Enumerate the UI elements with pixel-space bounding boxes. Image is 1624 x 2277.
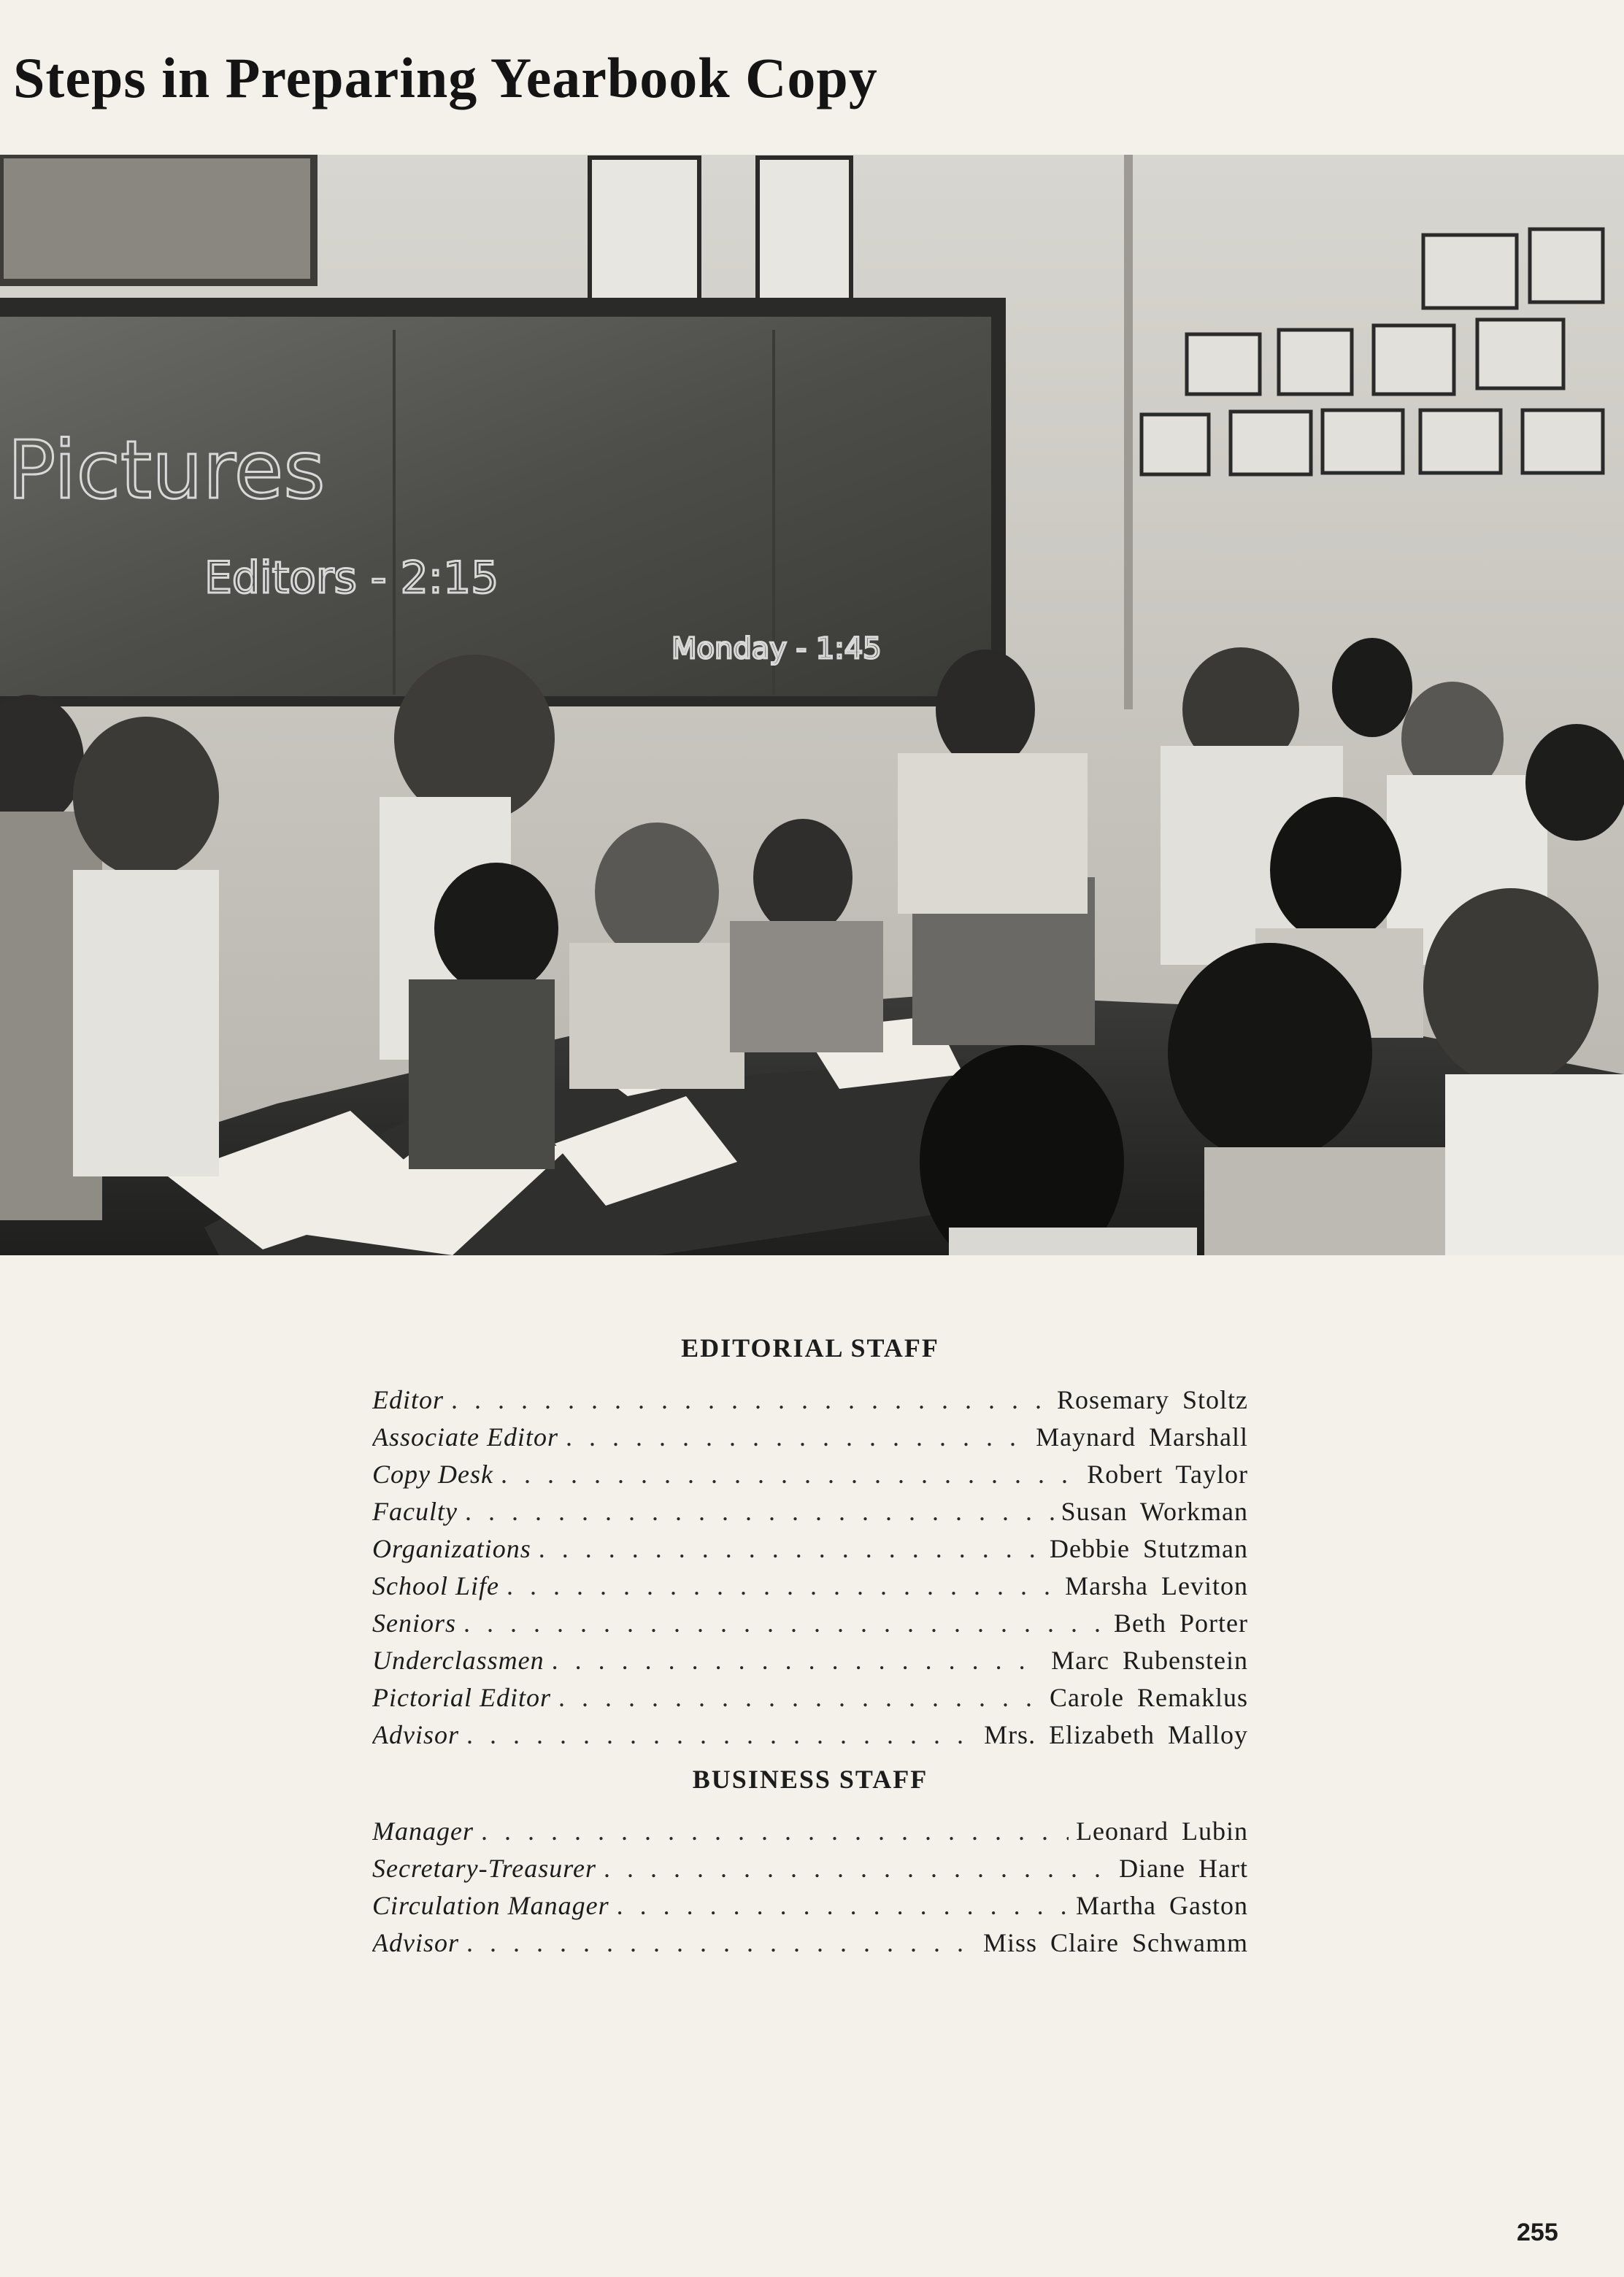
business-staff-list [372,1813,1248,1962]
staff-name: Martha Gaston [1076,1891,1248,1921]
staff-role: Editor [372,1385,445,1415]
dot-leader [481,1813,1069,1850]
dot-leader [466,1925,976,1962]
dot-leader [604,1850,1112,1887]
dot-leader [466,1717,977,1754]
staff-listing [372,1333,1248,1962]
staff-role: Circulation Manager [372,1891,609,1921]
staff-name: Debbie Stutzman [1050,1534,1248,1564]
staff-role: Underclassmen [372,1646,544,1676]
wall-corner-shadow [1124,155,1133,709]
staff-row [372,1493,1248,1530]
staff-row [372,1717,1248,1754]
chalk-writing: Pictures [7,423,326,517]
staff-role: Secretary-Treasurer [372,1854,596,1884]
dot-leader [501,1456,1080,1493]
dot-leader [507,1568,1058,1605]
staff-row [372,1382,1248,1419]
staff-row [372,1813,1248,1850]
staff-row [372,1456,1248,1493]
dot-leader [617,1887,1069,1925]
staff-role: Associate Editor [372,1422,558,1452]
dot-leader [552,1642,1044,1679]
staff-role: Advisor [372,1720,459,1750]
yearbook-staff-photo [0,155,1624,1255]
staff-row [372,1925,1248,1962]
dot-leader [558,1679,1042,1717]
staff-name: Robert Taylor [1087,1460,1248,1490]
framed-picture [0,155,314,282]
chalk-writing: Editors - 2:15 [204,552,499,604]
framed-picture [590,158,699,314]
staff-row [372,1642,1248,1679]
dot-leader [566,1419,1028,1456]
staff-name: Susan Workman [1061,1497,1248,1527]
staff-role: Copy Desk [372,1460,493,1490]
staff-name: Marc Rubenstein [1051,1646,1248,1676]
dot-leader [463,1605,1107,1642]
staff-row [372,1419,1248,1456]
page-number: 255 [1517,2219,1558,2246]
staff-name: Diane Hart [1119,1854,1248,1884]
staff-role: Advisor [372,1928,459,1958]
staff-row [372,1887,1248,1925]
dot-leader [539,1530,1042,1568]
staff-name: Carole Remaklus [1050,1683,1248,1713]
staff-role: Pictorial Editor [372,1683,551,1713]
staff-name: Rosemary Stoltz [1057,1385,1248,1415]
staff-row [372,1568,1248,1605]
staff-name: Miss Claire Schwamm [983,1928,1248,1958]
business-staff-heading: BUSINESS STAFF [692,1765,928,1795]
staff-role: Seniors [372,1608,456,1638]
staff-row [372,1850,1248,1887]
staff-name: Leonard Lubin [1076,1816,1248,1846]
page-title: Steps in Preparing Yearbook Copy [13,46,878,109]
staff-role: Manager [372,1816,474,1846]
staff-row [372,1605,1248,1642]
chalk-writing: Monday - 1:45 [671,632,882,666]
staff-row [372,1530,1248,1568]
staff-role: School Life [372,1571,499,1601]
staff-name: Marsha Leviton [1065,1571,1248,1601]
staff-role: Faculty [372,1497,458,1527]
staff-name: Mrs. Elizabeth Malloy [984,1720,1248,1750]
dot-leader [451,1382,1050,1419]
staff-name: Beth Porter [1114,1608,1248,1638]
staff-role: Organizations [372,1534,531,1564]
dot-leader [465,1493,1054,1530]
staff-name: Maynard Marshall [1036,1422,1248,1452]
staff-row [372,1679,1248,1717]
editorial-staff-list [372,1382,1248,1754]
editorial-staff-heading: EDITORIAL STAFF [681,1333,939,1363]
